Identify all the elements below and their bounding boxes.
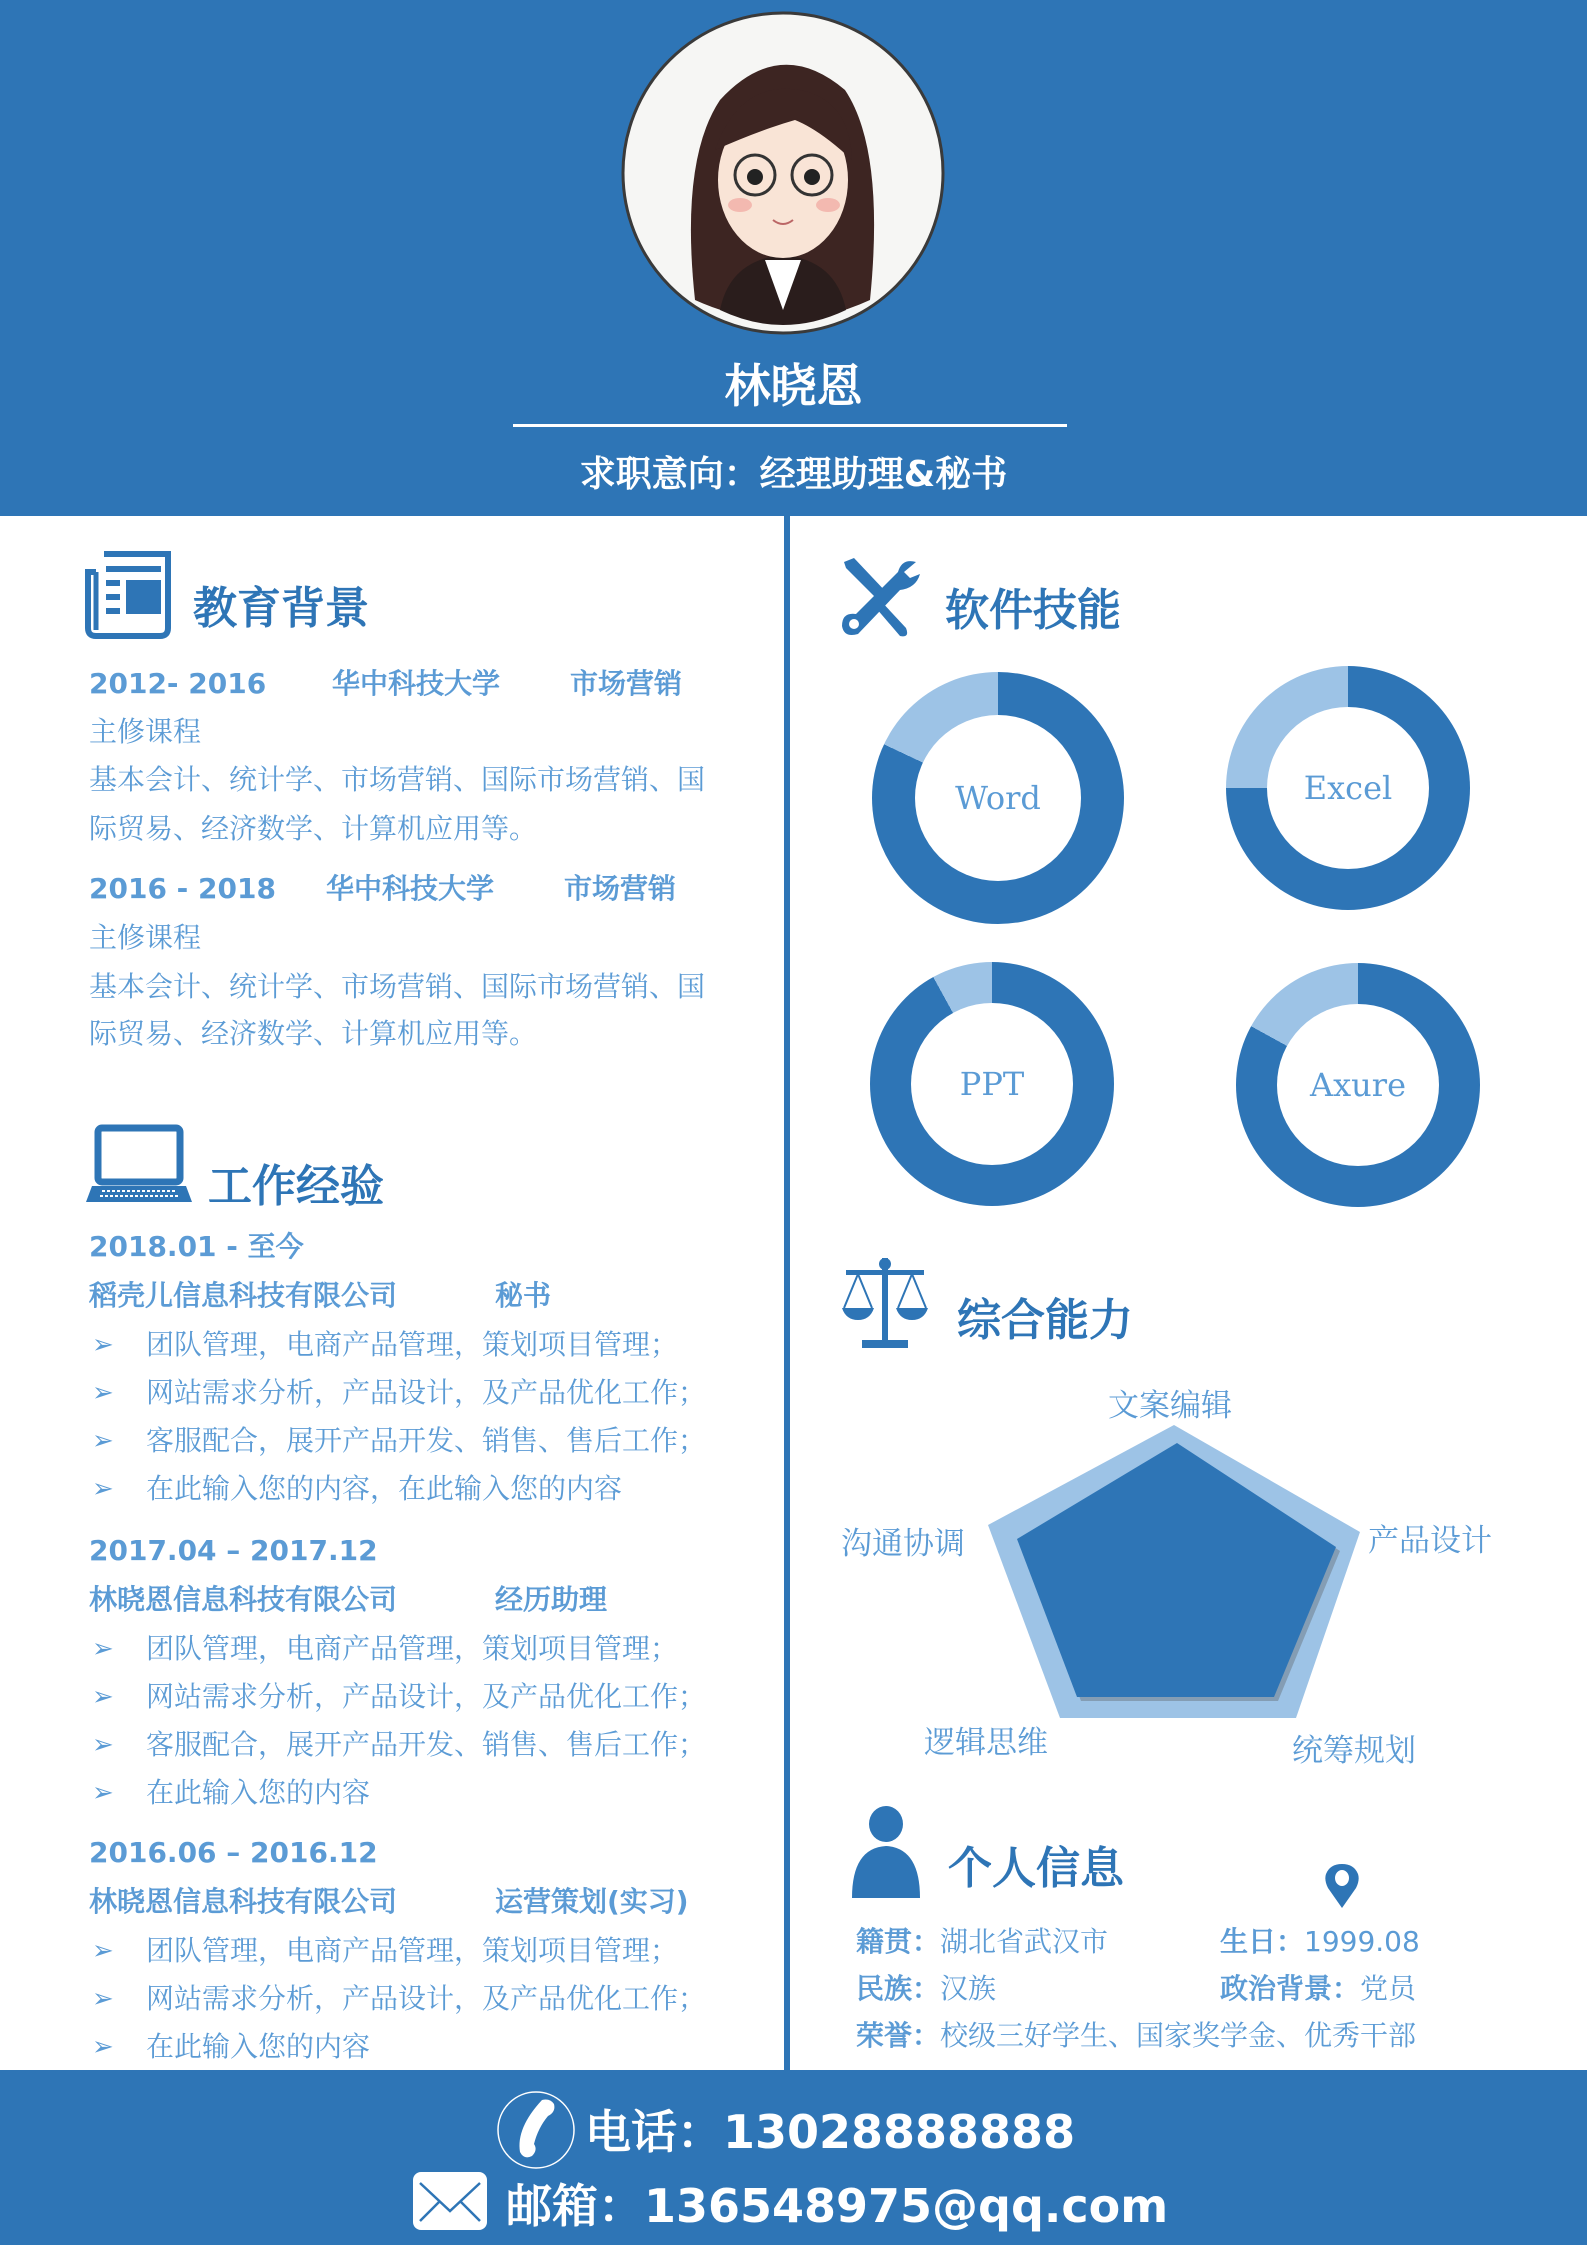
laptop-icon xyxy=(84,1124,194,1206)
header-divider xyxy=(513,424,1067,427)
bullet-arrow-icon: ➢ xyxy=(92,1378,114,1408)
politics-value: 党员 xyxy=(1360,1972,1417,2005)
ability-label: 产品设计 xyxy=(1368,1523,1492,1559)
ethnicity-label: 民族： xyxy=(856,1972,941,2005)
candidate-name: 林晓恩 xyxy=(724,359,863,413)
newspaper-icon xyxy=(84,550,174,640)
birth-field xyxy=(1220,1925,1420,1959)
skill-name: Axure xyxy=(1277,1004,1439,1166)
phone-icon xyxy=(494,2088,578,2172)
work-bullet: 客服配合，展开产品开发、销售、售后工作； xyxy=(146,1728,707,1761)
skill-donut-word xyxy=(872,672,1124,924)
work-bullet: 在此输入您的内容 xyxy=(146,1776,371,1809)
education-title: 教育背景 xyxy=(193,583,369,634)
skill-donut-excel xyxy=(1226,666,1470,910)
work-bullet: 网站需求分析，产品设计，及产品优化工作； xyxy=(146,1982,707,2015)
email-label: 邮箱： xyxy=(506,2179,644,2233)
bullet-arrow-icon: ➢ xyxy=(92,1426,114,1456)
ability-label: 沟通协调 xyxy=(841,1526,965,1562)
software-title: 软件技能 xyxy=(945,585,1121,636)
work-company: 稻壳儿信息科技有限公司 xyxy=(89,1279,398,1312)
header-banner xyxy=(0,0,1587,516)
work-bullet: 在此输入您的内容，在此输入您的内容 xyxy=(146,1472,623,1505)
ability-label: 统筹规划 xyxy=(1292,1733,1416,1769)
bullet-arrow-icon: ➢ xyxy=(92,1936,114,1966)
bullet-arrow-icon: ➢ xyxy=(92,1984,114,2014)
work-bullet: 团队管理，电商产品管理，策划项目管理； xyxy=(146,1934,679,1967)
bullet-arrow-icon: ➢ xyxy=(92,1778,114,1808)
phone-field xyxy=(585,2096,1075,2162)
work-role: 经历助理 xyxy=(495,1583,608,1616)
location-pin-icon xyxy=(1324,1862,1360,1910)
personal-title: 个人信息 xyxy=(948,1843,1124,1894)
person-icon xyxy=(850,1806,922,1898)
edu-major: 市场营销 xyxy=(564,872,677,905)
origin-field xyxy=(856,1925,1108,1959)
phone-value[interactable]: 13028888888 xyxy=(723,2105,1076,2159)
honors-label: 荣誉： xyxy=(856,2019,941,2052)
honors-value: 校级三好学生、国家奖学金、优秀干部 xyxy=(940,2019,1417,2052)
bullet-arrow-icon: ➢ xyxy=(92,1474,114,1504)
work-bullet: 网站需求分析，产品设计，及产品优化工作； xyxy=(146,1680,707,1713)
work-bullet: 在此输入您的内容 xyxy=(146,2030,371,2063)
politics-field xyxy=(1220,1972,1416,2006)
work-period: 2016.06 – 2016.12 xyxy=(89,1836,378,1869)
honors-field xyxy=(856,2019,1416,2053)
mail-icon xyxy=(412,2171,488,2231)
work-bullet: 团队管理，电商产品管理，策划项目管理； xyxy=(146,1632,679,1665)
contact-footer xyxy=(0,2070,1587,2245)
edu-courses: 际贸易、经济数学、计算机应用等。 xyxy=(89,812,538,845)
work-role: 秘书 xyxy=(495,1279,552,1312)
birth-value: 1999.08 xyxy=(1304,1925,1420,1958)
edu-courses: 基本会计、统计学、市场营销、国际市场营销、国 xyxy=(89,763,706,796)
tools-icon xyxy=(836,554,926,640)
skill-donut-ppt xyxy=(870,962,1114,1206)
work-company: 林晓恩信息科技有限公司 xyxy=(89,1583,398,1616)
edu-courses: 际贸易、经济数学、计算机应用等。 xyxy=(89,1017,538,1050)
column-divider xyxy=(784,516,790,2070)
edu-school: 华中科技大学 xyxy=(332,667,501,700)
work-period: 2018.01 - 至今 xyxy=(89,1230,304,1263)
work-bullet: 团队管理，电商产品管理，策划项目管理； xyxy=(146,1328,679,1361)
avatar xyxy=(620,10,946,336)
birth-label: 生日： xyxy=(1220,1925,1305,1958)
origin-value: 湖北省武汉市 xyxy=(940,1925,1109,1958)
skill-name: Word xyxy=(915,715,1081,881)
bullet-arrow-icon: ➢ xyxy=(92,2032,114,2062)
phone-label: 电话： xyxy=(585,2105,723,2159)
work-bullet: 客服配合，展开产品开发、销售、售后工作； xyxy=(146,1424,707,1457)
edu-major: 市场营销 xyxy=(570,667,683,700)
email-value[interactable]: 136548975@qq.com xyxy=(644,2179,1169,2233)
pentagon-shadow xyxy=(1021,1447,1340,1701)
edu-period: 2012- 2016 xyxy=(89,667,267,700)
edu-school: 华中科技大学 xyxy=(326,872,495,905)
skill-donut-axure xyxy=(1236,963,1480,1207)
skill-name: PPT xyxy=(911,1003,1073,1165)
work-role: 运营策划(实习) xyxy=(495,1885,689,1918)
work-company: 林晓恩信息科技有限公司 xyxy=(89,1885,398,1918)
edu-courses: 基本会计、统计学、市场营销、国际市场营销、国 xyxy=(89,970,706,1003)
ability-label: 逻辑思维 xyxy=(924,1725,1048,1761)
pentagon-outer xyxy=(988,1425,1360,1718)
edu-course-label: 主修课程 xyxy=(89,921,202,954)
ability-label: 文案编辑 xyxy=(1108,1388,1232,1424)
work-title: 工作经验 xyxy=(208,1161,384,1212)
politics-label: 政治背景： xyxy=(1220,1972,1361,2005)
abilities-title: 综合能力 xyxy=(957,1295,1133,1346)
skill-name: Excel xyxy=(1267,707,1429,869)
edu-period: 2016 - 2018 xyxy=(89,872,276,905)
pentagon-inner xyxy=(1017,1443,1336,1697)
ethnicity-value: 汉族 xyxy=(940,1972,997,2005)
work-period: 2017.04 – 2017.12 xyxy=(89,1534,378,1567)
edu-course-label: 主修课程 xyxy=(89,715,202,748)
bullet-arrow-icon: ➢ xyxy=(92,1634,114,1664)
ethnicity-field xyxy=(856,1972,996,2006)
work-bullet: 网站需求分析，产品设计，及产品优化工作； xyxy=(146,1376,707,1409)
bullet-arrow-icon: ➢ xyxy=(92,1330,114,1360)
scale-icon xyxy=(840,1256,930,1350)
bullet-arrow-icon: ➢ xyxy=(92,1730,114,1760)
bullet-arrow-icon: ➢ xyxy=(92,1682,114,1712)
job-intent: 求职意向：经理助理&秘书 xyxy=(579,454,1008,495)
email-field xyxy=(506,2170,1168,2236)
origin-label: 籍贯： xyxy=(856,1925,941,1958)
